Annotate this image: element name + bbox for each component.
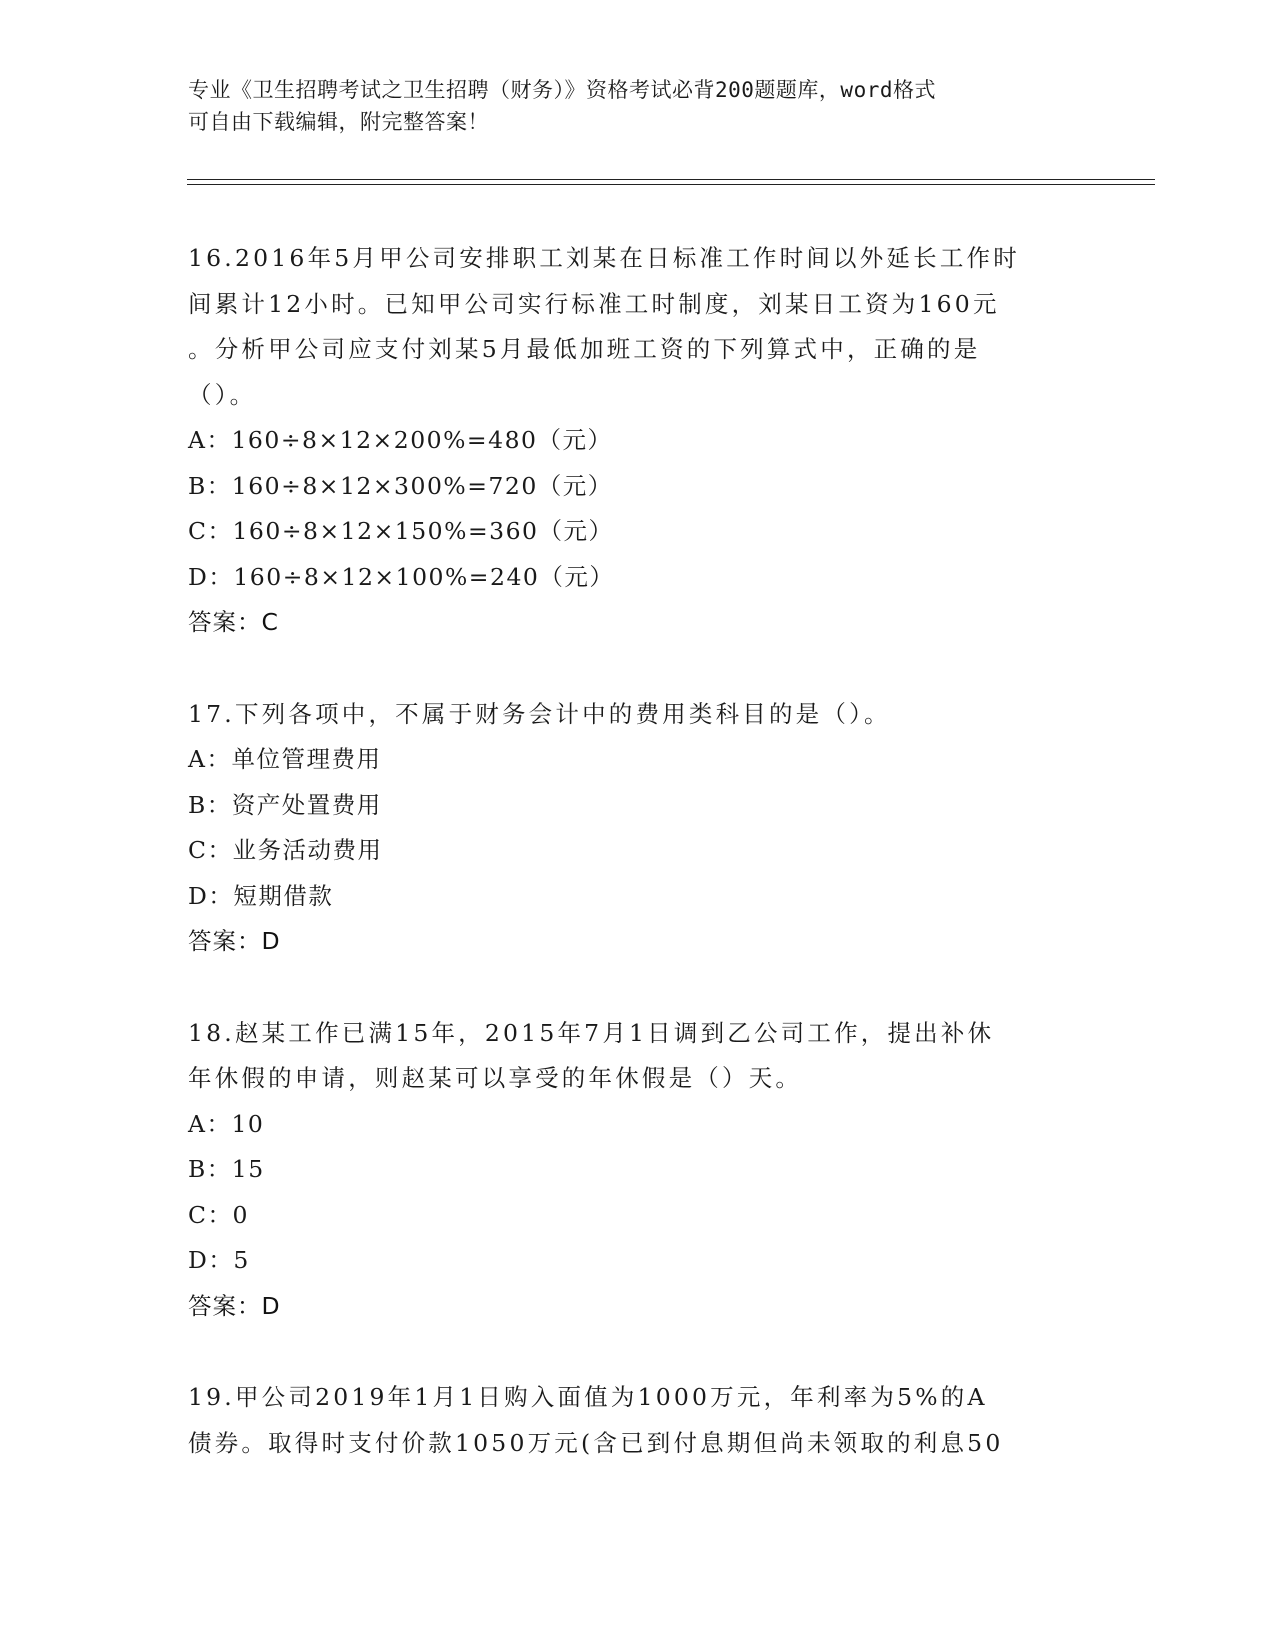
question-text-line: 。分析甲公司应支付刘某5月最低加班工资的下列算式中，正确的是: [188, 335, 981, 363]
question-text-line: 间累计12小时。已知甲公司实行标准工时制度，刘某日工资为160元: [188, 289, 1000, 318]
question-18: [188, 1011, 1088, 1330]
option-c: C：160÷8×12×150%=360（元）: [188, 517, 614, 545]
question-text-line: 19.甲公司2019年1月1日购入面值为1000万元，年利率为5%的A: [188, 1383, 988, 1411]
question-17: [188, 692, 1088, 965]
answer-label: 答案：C: [188, 608, 279, 636]
document-header: [188, 74, 1088, 138]
question-text-line: （）。: [188, 380, 257, 409]
question-text-line: 16.2016年5月甲公司安排职工刘某在日标准工作时间以外延长工作时: [188, 244, 1020, 272]
option-a: A：单位管理费用: [188, 745, 382, 773]
option-a: A：160÷8×12×200%=480（元）: [188, 426, 613, 454]
option-a: A：10: [188, 1109, 265, 1138]
header-title-line-2: 可自由下载编辑，附完整答案！: [188, 110, 489, 134]
option-b: B：160÷8×12×300%=720（元）: [188, 471, 613, 500]
option-c: C：0: [188, 1200, 249, 1229]
option-d: D：160÷8×12×100%=240（元）: [188, 562, 615, 591]
question-text-line: 年休假的申请，则赵某可以享受的年休假是（）天。: [188, 1064, 803, 1092]
answer-label: 答案：D: [188, 1291, 281, 1320]
option-b: B：资产处置费用: [188, 790, 382, 819]
question-text-line: 17.下列各项中，不属于财务会计中的费用类科目的是（）。: [188, 699, 891, 728]
header-divider-bottom: [187, 184, 1155, 185]
option-d: D：短期借款: [188, 881, 334, 910]
header-title-line-1: 专业《卫生招聘考试之卫生招聘（财务）》资格考试必背200题题库，word格式: [188, 78, 936, 102]
answer-label: 答案：D: [188, 927, 281, 955]
question-text-line: 债券。取得时支付价款1050万元(含已到付息期但尚未领取的利息50: [188, 1428, 1004, 1457]
question-text-line: 18.赵某工作已满15年，2015年7月1日调到乙公司工作，提出补休: [188, 1018, 995, 1047]
option-d: D：5: [188, 1246, 250, 1274]
question-19: [188, 1375, 1088, 1466]
question-list: [188, 236, 1088, 1512]
option-c: C：业务活动费用: [188, 836, 383, 864]
question-16: [188, 236, 1088, 646]
header-divider-top: [187, 179, 1155, 180]
option-b: B：15: [188, 1155, 265, 1183]
